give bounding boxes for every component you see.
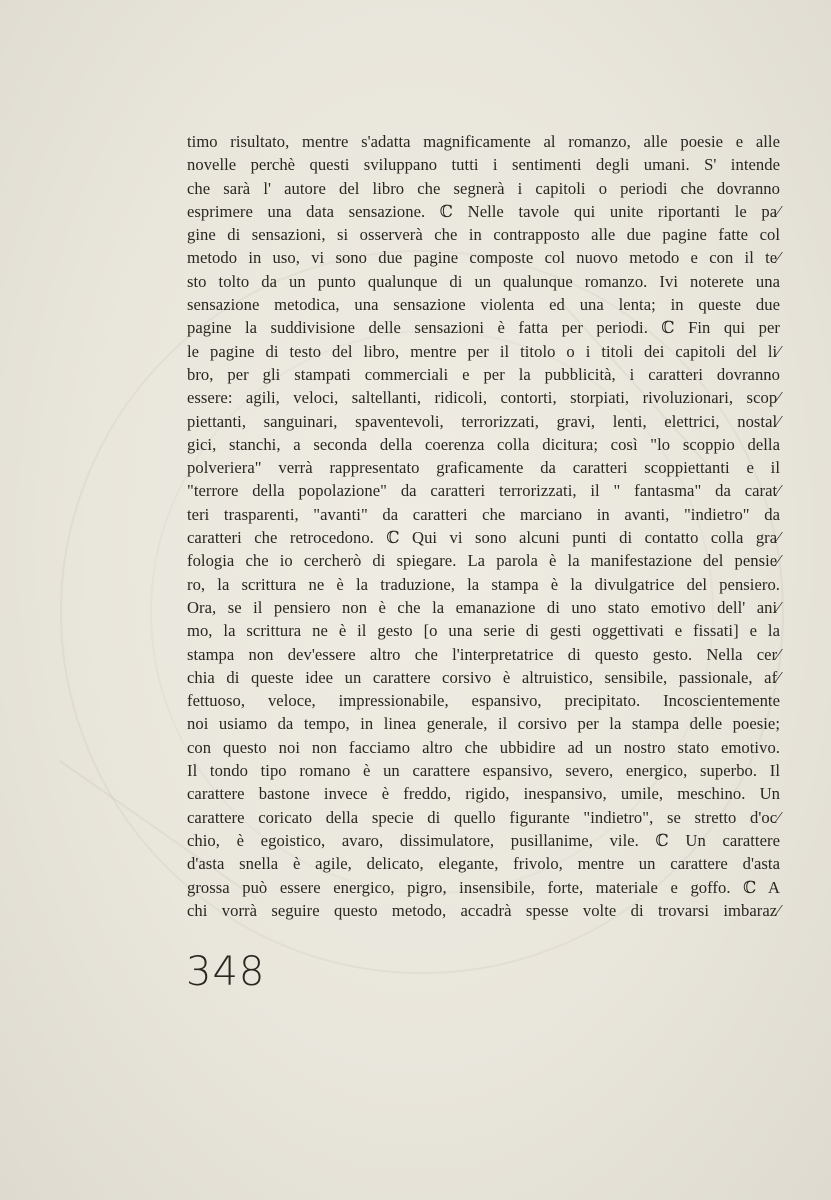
text-line: polveriera" verrà rappresentato graficamente da caratteri scoppiettanti e il: [187, 458, 780, 478]
text-line: sto tolto da un punto qualunque di un qualunque romanzo. Ivi noterete una: [187, 271, 780, 291]
body-text: [187, 130, 780, 922]
page-number: 348: [186, 949, 266, 995]
text-line: fettuoso, veloce, impressionabile, espansivo, precipitato. Incoscientemente: [187, 691, 780, 711]
text-line: con questo noi non facciamo altro che ubbidire ad un nostro stato emotivo.: [187, 737, 780, 757]
text-line: carattere coricato della specie di quello figurante "indietro", se stretto d'oc⁄: [187, 807, 780, 827]
text-line: novelle perchè questi sviluppano tutti i sentimenti degli umani. S' intende: [187, 155, 780, 175]
text-line: fologia che io cercherò di spiegare. La parola è la manifestazione del pensie⁄: [187, 551, 780, 571]
text-line: ro, la scrittura ne è la traduzione, la stampa è la divulgatrice del pensiero.: [187, 574, 780, 594]
text-line: pagine la suddivisione delle sensazioni è fatta per periodi. ℂ Fin qui per: [187, 318, 780, 338]
text-line: Ora, se il pensiero non è che la emanazione di uno stato emotivo dell' ani⁄: [187, 597, 780, 617]
text-line: chio, è egoistico, avaro, dissimulatore, pusillanime, vile. ℂ Un carattere: [187, 830, 780, 850]
text-line: essere: agili, veloci, saltellanti, ridicoli, contorti, storpiati, rivoluzionari, scop⁄: [187, 388, 780, 408]
text-line: stampa non dev'essere altro che l'interpretatrice di questo gesto. Nella cer⁄: [187, 644, 780, 664]
text-line: sensazione metodica, una sensazione violenta ed una lenta; in queste due: [187, 295, 780, 315]
text-line: che sarà l' autore del libro che segnerà i capitoli o periodi che dovranno: [187, 178, 780, 198]
text-line: le pagine di testo del libro, mentre per il titolo o i titoli dei capitoli del li⁄: [187, 341, 780, 361]
text-line: chi vorrà seguire questo metodo, accadrà spesse volte di trovarsi imbaraz⁄: [187, 900, 780, 920]
text-line: metodo in uso, vi sono due pagine composte col nuovo metodo e con il te⁄: [187, 248, 780, 268]
text-line: teri trasparenti, "avanti" da caratteri che marciano in avanti, "indietro" da: [187, 504, 780, 524]
text-line: esprimere una data sensazione. ℂ Nelle tavole qui unite riportanti le pa⁄: [187, 201, 780, 221]
text-line: bro, per gli stampati commerciali e per la pubblicità, i caratteri dovranno: [187, 364, 780, 384]
text-line: d'asta snella è agile, delicato, elegante, frivolo, mentre un carattere d'asta: [187, 854, 780, 874]
text-line: piettanti, sanguinari, spaventevoli, terrorizzati, gravi, lenti, elettrici, nostal⁄: [187, 411, 780, 431]
text-line: chia di queste idee un carattere corsivo è altruistico, sensibile, passionale, af⁄: [187, 667, 780, 687]
text-line: gine di sensazioni, si osserverà che in contrapposto alle due pagine fatte col: [187, 225, 780, 245]
text-line: Il tondo tipo romano è un carattere espansivo, severo, energico, superbo. Il: [187, 761, 780, 781]
text-line: grossa può essere energico, pigro, insensibile, forte, materiale e goffo. ℂ A: [187, 877, 780, 897]
text-line: mo, la scrittura ne è il gesto [o una serie di gesti oggettivati e fissati] e la: [187, 621, 780, 641]
text-line: noi usiamo da tempo, in linea generale, il corsivo per la stampa delle poesie;: [187, 714, 780, 734]
text-line: "terrore della popolazione" da caratteri terrorizzati, il " fantasma" da carat⁄: [187, 481, 780, 501]
text-line: timo risultato, mentre s'adatta magnificamente al romanzo, alle poesie e alle: [187, 132, 780, 151]
text-line: gici, stanchi, a seconda della coerenza colla dicitura; così "lo scoppio della: [187, 434, 780, 454]
text-line: caratteri che retrocedono. ℂ Qui vi sono alcuni punti di contatto colla gra⁄: [187, 528, 780, 548]
text-line: carattere bastone invece è freddo, rigido, inespansivo, umile, meschino. Un: [187, 784, 780, 804]
